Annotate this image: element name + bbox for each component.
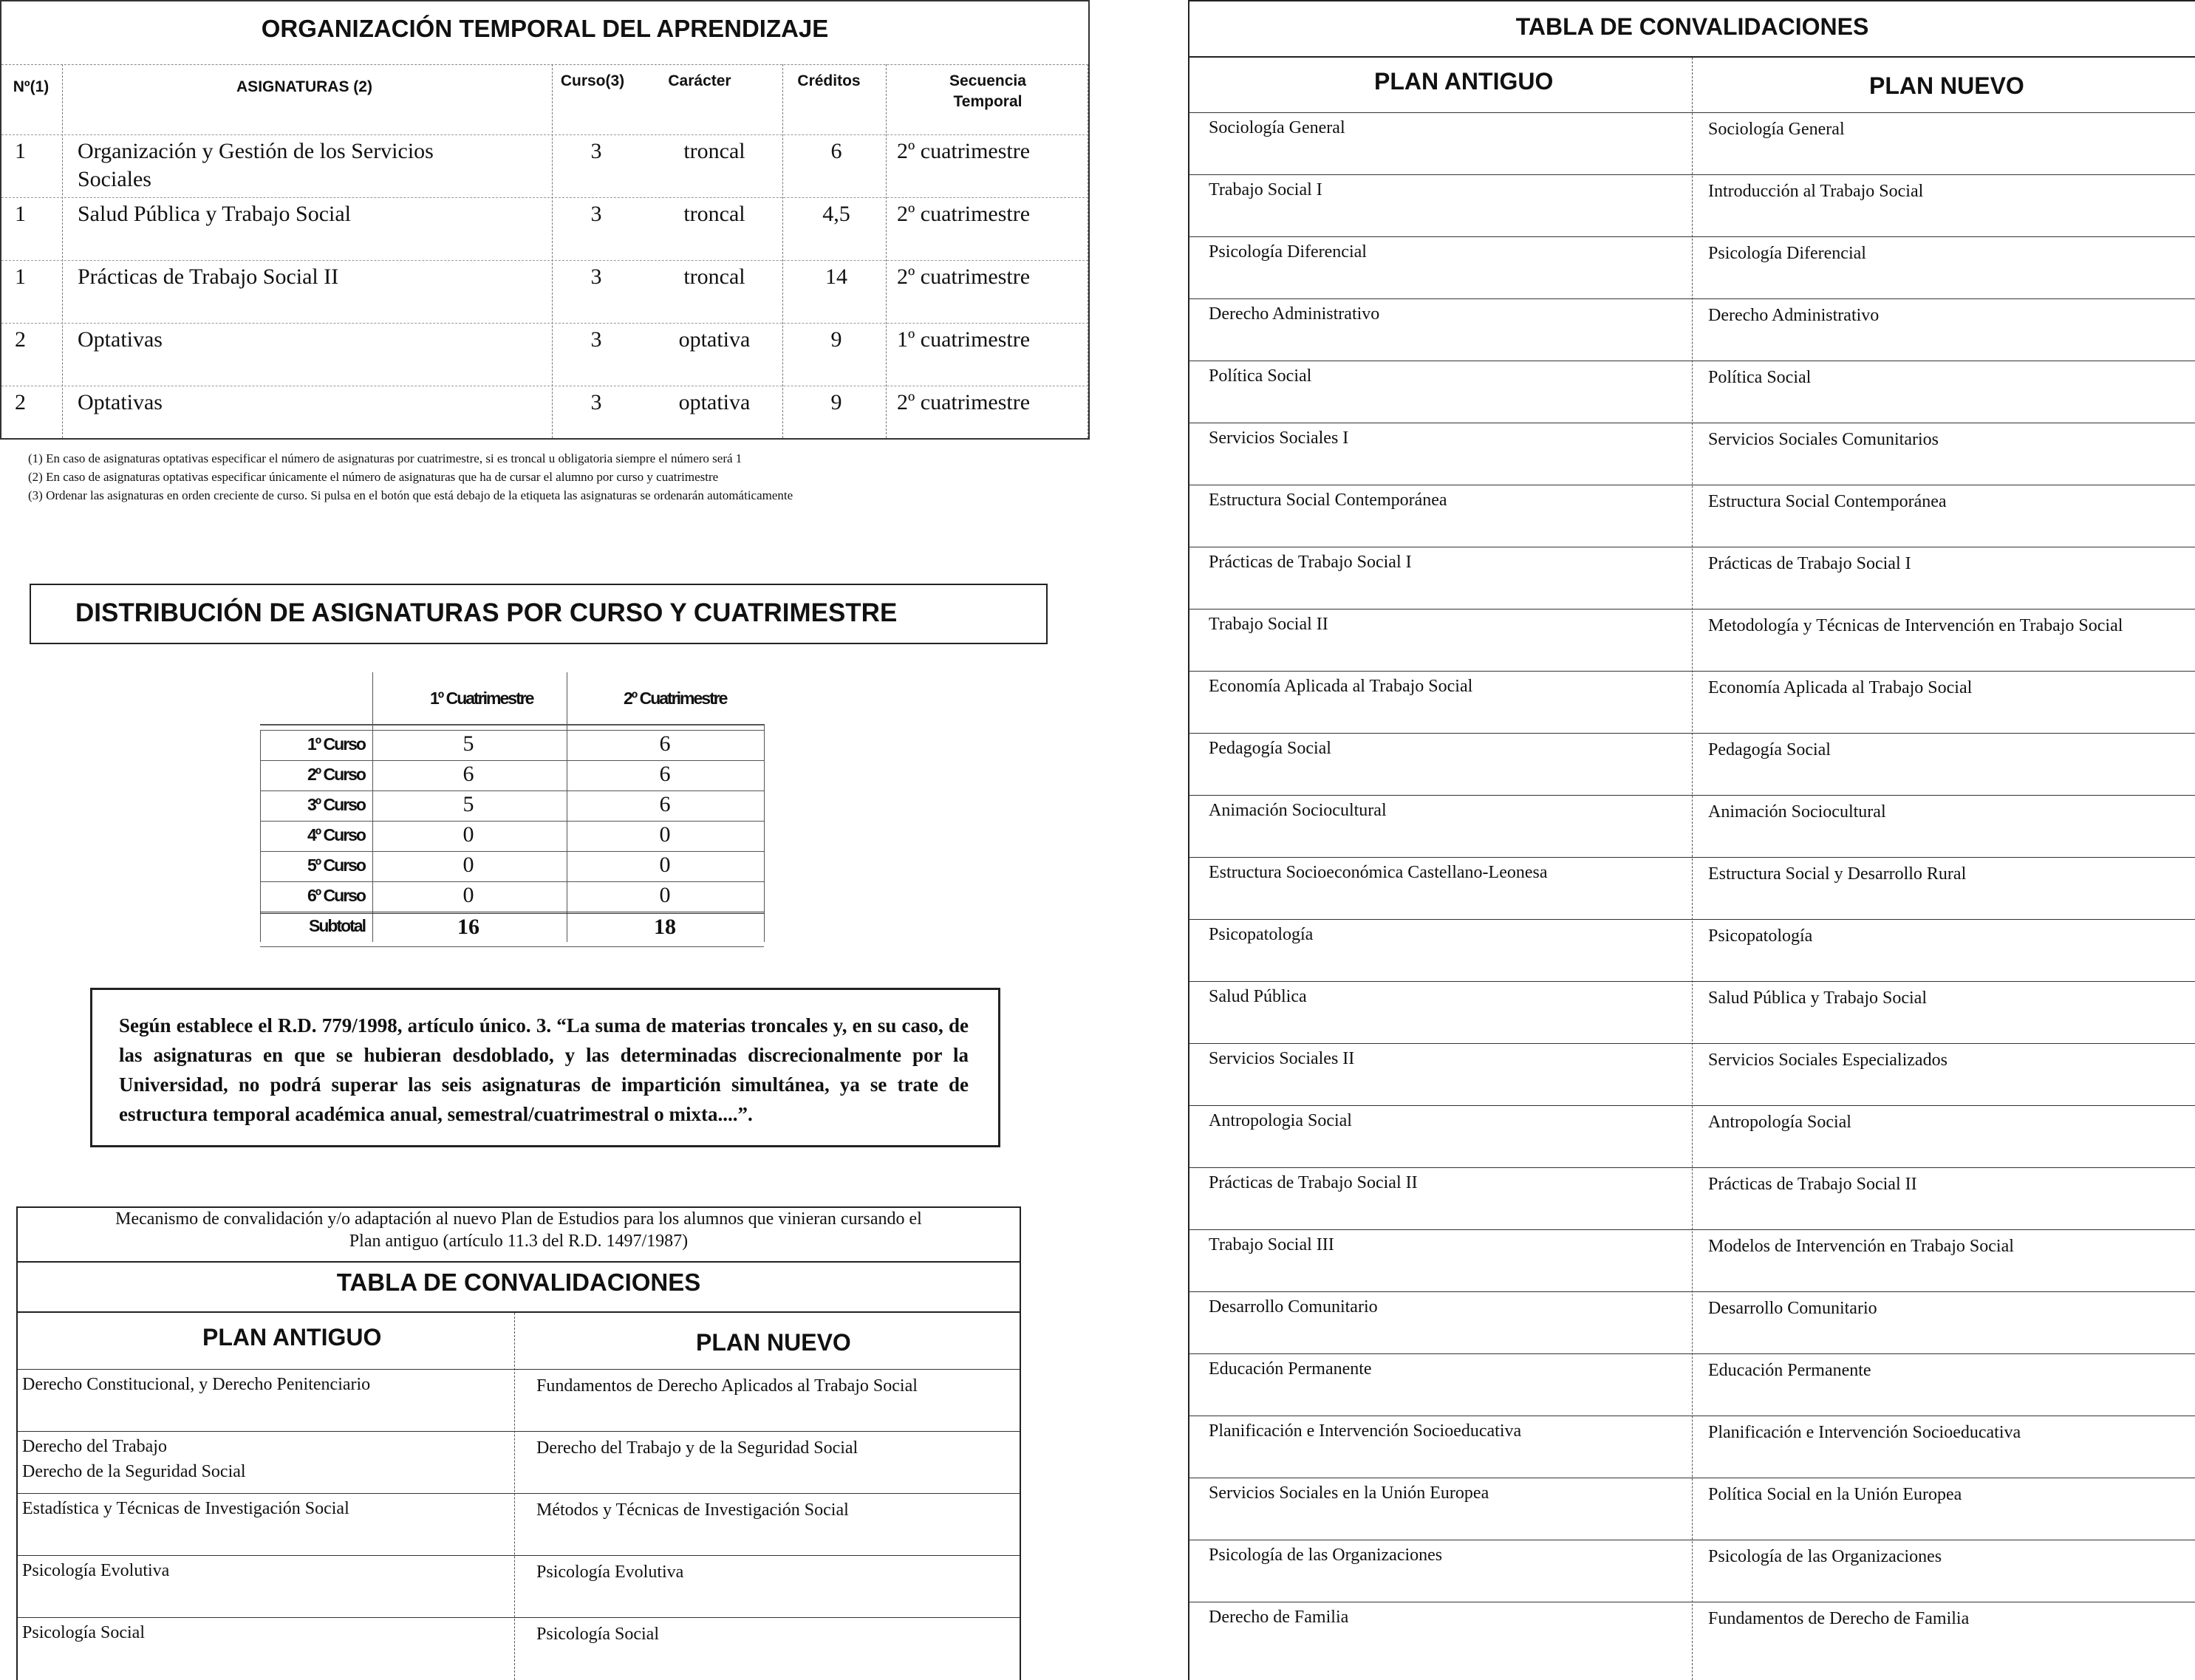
dist-c1: 0 [462, 883, 474, 907]
nuevo-cell: Introducción al Trabajo Social [1708, 182, 1924, 201]
antiguo-cell: Derecho de Familia [1209, 1608, 1349, 1627]
table-row [1189, 733, 2195, 734]
convalidaciones-right [1188, 0, 2195, 1680]
table-row [1189, 1167, 2195, 1168]
dist-c2: 6 [659, 762, 671, 786]
table-row [260, 760, 764, 761]
antiguo-cell: Estructura Social Contemporánea [1209, 491, 1447, 510]
divider [260, 730, 261, 942]
dist-c1: 6 [462, 762, 474, 786]
row-secuencia: 2º cuatrimestre [897, 390, 1031, 414]
nuevo-cell: Sociología General [1708, 120, 1845, 139]
row-num: 1 [15, 139, 26, 163]
antiguo-cell: Pedagogía Social [1209, 739, 1331, 758]
row-num: 1 [15, 264, 26, 289]
dist-row-label: 4º Curso [307, 825, 365, 844]
convalidaciones-left [16, 1206, 1021, 1680]
quote-box [90, 988, 1000, 1147]
table-row [18, 1493, 1020, 1494]
divider [372, 672, 373, 942]
divider [1692, 58, 1693, 1680]
antiguo-cell: Animación Sociocultural [1209, 801, 1387, 820]
dist-row-label: 2º Curso [307, 765, 365, 784]
antiguo-cell: Estadística y Técnicas de Investigación Social [22, 1499, 349, 1518]
table-row [260, 851, 764, 852]
nuevo-cell: Modelos de Intervención en Trabajo Social [1708, 1237, 2014, 1256]
row-secuencia: 2º cuatrimestre [897, 264, 1031, 289]
mecanismo-line-2: Plan antiguo (artículo 11.3 del R.D. 1497/1987) [349, 1232, 689, 1251]
dist-row-label: 1º Curso [307, 734, 365, 754]
dist-c2: 6 [659, 792, 671, 816]
mecanismo-line-1: Mecanismo de convalidación y/o adaptación al nuevo Plan de Estudios para los alumnos que vinieran cursando el [115, 1209, 922, 1229]
row-caracter: troncal [683, 202, 745, 226]
row-curso: 3 [590, 264, 602, 289]
row-curso: 3 [590, 327, 602, 352]
table-row [18, 1369, 1020, 1370]
antiguo-cell: Servicios Sociales I [1209, 428, 1349, 448]
nuevo-cell: Metodología y Técnicas de Intervención en Trabajo Social [1708, 616, 2123, 635]
table-row [18, 1555, 1020, 1556]
antiguo-cell: Trabajo Social III [1209, 1235, 1334, 1254]
table-row [260, 730, 764, 731]
row-caracter: troncal [683, 139, 745, 163]
nuevo-cell: Política Social en la Unión Europea [1708, 1485, 1962, 1504]
nuevo-cell: Derecho Administrativo [1708, 306, 1880, 325]
nuevo-cell: Animación Sociocultural [1708, 802, 1886, 822]
table-row [1189, 174, 2195, 175]
nuevo-cell: Psicopatología [1708, 926, 1813, 946]
distribucion-title-box [30, 584, 1048, 644]
row-curso: 3 [590, 139, 602, 163]
dist-c1: 0 [462, 853, 474, 877]
divider [18, 1311, 1020, 1313]
table-row [1189, 857, 2195, 858]
nuevo-cell: Psicología de las Organizaciones [1708, 1547, 1942, 1566]
nuevo-cell: Pedagogía Social [1708, 740, 1831, 759]
dist-row-label: 5º Curso [307, 856, 365, 875]
table-row [1189, 981, 2195, 982]
subtotal-c2: 18 [654, 915, 676, 939]
footnotes [28, 449, 793, 505]
header-secuencia-2: Temporal [953, 93, 1023, 110]
plan-nuevo-header: PLAN NUEVO [696, 1329, 851, 1356]
antiguo-cell: Educación Permanente [1209, 1359, 1372, 1379]
nuevo-cell: Planificación e Intervención Socioeducativa [1708, 1423, 2021, 1442]
plan-nuevo-header: PLAN NUEVO [1869, 72, 2024, 99]
row-creditos: 9 [830, 390, 842, 414]
row-secuencia: 1º cuatrimestre [897, 327, 1031, 352]
dist-c2: 6 [659, 731, 671, 756]
dist-c1: 5 [462, 792, 474, 816]
dist-c2: 0 [659, 822, 671, 847]
antiguo-cell: Estructura Socioeconómica Castellano-Leonesa [1209, 863, 1548, 882]
nuevo-cell: Métodos y Técnicas de Investigación Social [536, 1500, 849, 1520]
row-creditos: 14 [825, 264, 847, 289]
antiguo-cell: Prácticas de Trabajo Social I [1209, 553, 1412, 572]
table-row [1189, 1353, 2195, 1354]
antiguo-cell: Política Social [1209, 366, 1312, 386]
subtotal-label: Subtotal [309, 916, 365, 935]
dist-c1: 0 [462, 822, 474, 847]
subtotal-c1: 16 [457, 915, 479, 939]
divider [514, 1313, 515, 1680]
nuevo-cell: Psicología Social [536, 1625, 659, 1644]
nuevo-cell: Prácticas de Trabajo Social I [1708, 554, 1911, 573]
table-row [1189, 236, 2195, 237]
antiguo-cell-cont: Derecho de la Seguridad Social [22, 1462, 246, 1481]
dist-c2: 0 [659, 883, 671, 907]
antiguo-cell: Psicología Diferencial [1209, 242, 1367, 262]
row-num: 1 [15, 202, 26, 226]
table-row [1189, 112, 2195, 113]
nuevo-cell: Fundamentos de Derecho Aplicados al Trabajo Social [536, 1376, 918, 1396]
plan-antiguo-header: PLAN ANTIGUO [1374, 68, 1554, 95]
dist-c2: 0 [659, 853, 671, 877]
nuevo-cell: Fundamentos de Derecho de Familia [1708, 1609, 1970, 1628]
quote-text: Según establece el R.D. 779/1998, artículo único. 3. “La suma de materias troncales y, en su caso, de las asignaturas en que se hubieran desdoblado, y las determinadas discrecionalmente por la Universidad, no podrá superar las seis asignaturas de impartición simultánea, ya se trate de estructura temporal académica anual, semestral/cuatrimestral o mixta....”. [119, 1014, 969, 1125]
header-creditos: Créditos [797, 72, 861, 89]
row-secuencia: 2º cuatrimestre [897, 202, 1031, 226]
dist-row-label: 3º Curso [307, 795, 365, 814]
table-row [1189, 298, 2195, 299]
footnote-3: (3) Ordenar las asignaturas en orden creciente de curso. Si pulsa en el botón que está debajo de la etiqueta las asignaturas se ordenarán automáticamente [28, 488, 793, 502]
row-curso: 3 [590, 390, 602, 414]
row-asignatura: Prácticas de Trabajo Social II [78, 264, 339, 289]
header-asignaturas: ASIGNATURAS (2) [236, 78, 372, 95]
antiguo-cell: Derecho del Trabajo [22, 1437, 167, 1456]
antiguo-cell: Planificación e Intervención Socioeducativa [1209, 1421, 1522, 1441]
antiguo-cell: Prácticas de Trabajo Social II [1209, 1173, 1418, 1192]
row-asignatura: Salud Pública y Trabajo Social [78, 202, 351, 226]
antiguo-cell: Psicología de las Organizaciones [1209, 1546, 1443, 1565]
divider [260, 912, 764, 914]
dist-row-label: 6º Curso [307, 886, 365, 905]
divider [18, 1261, 1020, 1263]
table-row [1189, 671, 2195, 672]
table-row [260, 881, 764, 882]
nuevo-cell: Servicios Sociales Especializados [1708, 1051, 1947, 1070]
nuevo-cell: Antropología Social [1708, 1113, 1851, 1132]
divider [260, 946, 764, 947]
organizacion-header-row [1, 64, 1088, 135]
plan-antiguo-header: PLAN ANTIGUO [202, 1324, 382, 1351]
nuevo-cell: Política Social [1708, 368, 1812, 387]
nuevo-cell: Prácticas de Trabajo Social II [1708, 1175, 1917, 1194]
distribucion-title: DISTRIBUCIÓN DE ASIGNATURAS POR CURSO Y CUATRIMESTRE [75, 598, 898, 627]
divider [260, 724, 764, 725]
dist-c1: 5 [462, 731, 474, 756]
row-asignatura: Optativas [78, 327, 163, 352]
antiguo-cell: Antropologia Social [1209, 1111, 1352, 1130]
nuevo-cell: Servicios Sociales Comunitarios [1708, 430, 1939, 449]
antiguo-cell: Servicios Sociales II [1209, 1049, 1355, 1068]
row-asignatura: Optativas [78, 390, 163, 414]
antiguo-cell: Psicología Evolutiva [22, 1561, 170, 1580]
footnote-2: (2) En caso de asignaturas optativas especificar únicamente el número de asignaturas que ha de cursar el alumno por curso y cuatrimestre [28, 470, 719, 484]
antiguo-cell: Economía Aplicada al Trabajo Social [1209, 677, 1473, 696]
row-caracter: optativa [678, 327, 751, 352]
mecanismo-text [18, 1208, 1020, 1252]
table-row [18, 1431, 1020, 1432]
row-num: 2 [15, 327, 26, 352]
nuevo-cell: Salud Pública y Trabajo Social [1708, 988, 1927, 1008]
table-row [1189, 1291, 2195, 1292]
convalidaciones-left-title: TABLA DE CONVALIDACIONES [336, 1268, 701, 1296]
row-creditos: 4,5 [822, 202, 850, 226]
row-secuencia: 2º cuatrimestre [897, 139, 1031, 163]
nuevo-cell: Estructura Social y Desarrollo Rural [1708, 864, 1967, 884]
footnote-1: (1) En caso de asignaturas optativas especificar el número de asignaturas por cuatrimestre, si es troncal u obligatoria siempre el número será 1 [28, 451, 743, 465]
nuevo-cell: Estructura Social Contemporánea [1708, 492, 1947, 511]
header-secuencia-1: Secuencia [949, 72, 1026, 89]
header-curso: Curso(3) [560, 72, 625, 89]
antiguo-cell: Servicios Sociales en la Unión Europea [1209, 1483, 1489, 1503]
organizacion-table [0, 0, 1090, 440]
nuevo-cell: Psicología Evolutiva [536, 1563, 684, 1582]
table-row [1189, 1105, 2195, 1106]
antiguo-cell: Desarrollo Comunitario [1209, 1297, 1378, 1317]
antiguo-cell: Psicopatología [1209, 925, 1314, 944]
dist-col2-header: 2º Cuatrimestre [624, 689, 727, 708]
header-num: Nº(1) [13, 78, 50, 95]
antiguo-cell: Psicología Social [22, 1623, 145, 1642]
row-num: 2 [15, 390, 26, 414]
table-row [18, 1617, 1020, 1618]
antiguo-cell: Trabajo Social I [1209, 180, 1322, 199]
nuevo-cell: Derecho del Trabajo y de la Seguridad Social [536, 1438, 858, 1458]
row-creditos: 9 [830, 327, 842, 352]
antiguo-cell: Derecho Constitucional, y Derecho Penitenciario [22, 1375, 371, 1394]
row-caracter: troncal [683, 264, 745, 289]
antiguo-cell: Salud Pública [1209, 987, 1307, 1006]
divider [764, 724, 765, 942]
header-caracter: Carácter [668, 72, 731, 89]
antiguo-cell: Derecho Administrativo [1209, 304, 1380, 324]
row-creditos: 6 [830, 139, 842, 163]
row-caracter: optativa [678, 390, 751, 414]
dist-col1-header: 1º Cuatrimestre [430, 689, 533, 708]
row-curso: 3 [590, 202, 602, 226]
organizacion-title: ORGANIZACIÓN TEMPORAL DEL APRENDIZAJE [261, 15, 829, 42]
table-row [1189, 919, 2195, 920]
row-asignatura: Organización y Gestión de los Servicios [78, 139, 434, 163]
nuevo-cell: Educación Permanente [1708, 1361, 1871, 1380]
nuevo-cell: Economía Aplicada al Trabajo Social [1708, 678, 1973, 697]
table-row [260, 821, 764, 822]
table-row [1189, 1229, 2195, 1230]
nuevo-cell: Psicología Diferencial [1708, 244, 1866, 263]
antiguo-cell: Trabajo Social II [1209, 615, 1328, 634]
convalidaciones-right-title: TABLA DE CONVALIDACIONES [1515, 13, 1869, 40]
table-row [1189, 1043, 2195, 1044]
antiguo-cell: Sociología General [1209, 118, 1345, 137]
nuevo-cell: Desarrollo Comunitario [1708, 1299, 1877, 1318]
table-row [1189, 795, 2195, 796]
row-asignatura-cont: Sociales [78, 167, 151, 191]
